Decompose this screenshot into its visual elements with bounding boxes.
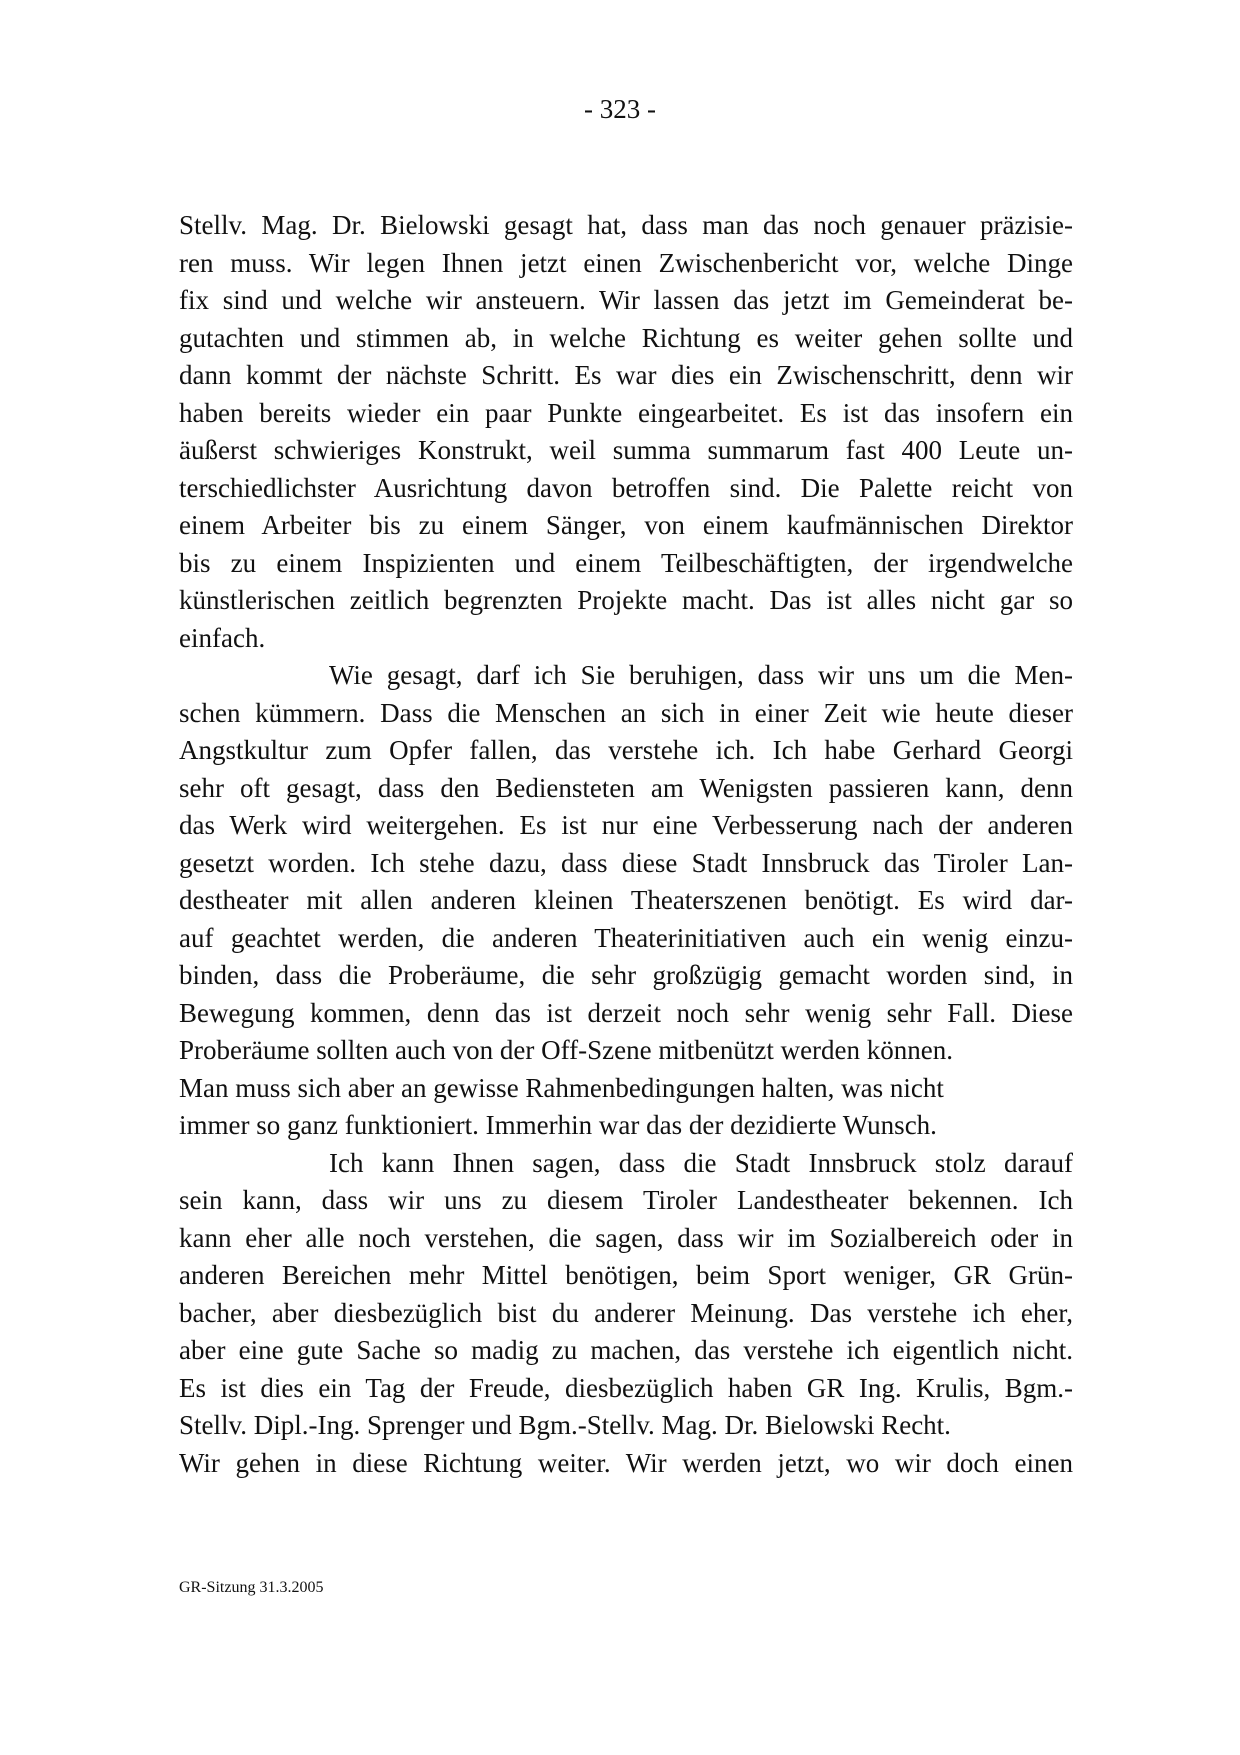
text-line: terschiedlichster Ausrichtung davon betroffen sind. Die Palette reicht von [179,472,1073,503]
body-text [179,207,1073,1482]
text-line: immer so ganz funktioniert. Immerhin war das der dezidierte Wunsch. [179,1110,937,1140]
text-line: sein kann, dass wir uns zu diesem Tiroler Landestheater bekennen. Ich [179,1185,1073,1215]
text-line: anderen Bereichen mehr Mittel benötigen, beim Sport weniger, GR Grün- [179,1260,1073,1290]
page-number: - 323 - [584,94,656,124]
text-line: Stellv. Mag. Dr. Bielowski gesagt hat, dass man das noch genauer präzisie- [179,210,1073,240]
text-line: aber eine gute Sache so madig zu machen, das verstehe ich eigentlich nicht. [179,1335,1073,1365]
text-line: sehr oft gesagt, dass den Bediensteten am Wenigsten passieren kann, denn [179,772,1073,803]
text-line: schen kümmern. Dass die Menschen an sich in einer Zeit wie heute dieser [179,697,1073,728]
text-line: Es ist dies ein Tag der Freude, diesbezüglich haben GR Ing. Krulis, Bgm.- [179,1372,1073,1403]
text-line: Wir gehen in diese Richtung weiter. Wir werden jetzt, wo wir doch einen [179,1447,1073,1478]
footer-session-date: GR-Sitzung 31.3.2005 [179,1579,324,1596]
text-line: Man muss sich aber an gewisse Rahmenbedingungen halten, was nicht [179,1072,944,1103]
text-line: bacher, aber diesbezüglich bist du anderer Meinung. Das verstehe ich eher, [179,1297,1073,1328]
text-line: Ich kann Ihnen sagen, dass die Stadt Innsbruck stolz darauf [329,1147,1073,1178]
text-line: Angstkultur zum Opfer fallen, das verstehe ich. Ich habe Gerhard Georgi [179,735,1073,765]
text-line: ren muss. Wir legen Ihnen jetzt einen Zwischenbericht vor, welche Dinge [179,247,1073,278]
text-line: bis zu einem Inspizienten und einem Teilbeschäftigten, der irgendwelche [179,547,1073,578]
text-line: Wie gesagt, darf ich Sie beruhigen, dass wir uns um die Men- [329,660,1073,690]
text-line: auf geachtet werden, die anderen Theaterinitiativen auch ein wenig einzu- [179,922,1073,953]
text-line: kann eher alle noch verstehen, die sagen, dass wir im Sozialbereich oder in [179,1222,1073,1253]
text-line: dann kommt der nächste Schritt. Es war dies ein Zwischenschritt, denn wir [179,360,1073,390]
text-line: binden, dass die Proberäume, die sehr großzügig gemacht worden sind, in [179,960,1073,990]
text-line: einfach. [179,622,266,653]
text-line: künstlerischen zeitlich begrenzten Projekte macht. Das ist alles nicht gar so [179,585,1073,615]
text-line: fix sind und welche wir ansteuern. Wir lassen das jetzt im Gemeinderat be- [179,285,1073,315]
text-line: gesetzt worden. Ich stehe dazu, dass diese Stadt Innsbruck das Tiroler Lan- [179,847,1073,878]
text-line: einem Arbeiter bis zu einem Sänger, von einem kaufmännischen Direktor [179,510,1073,540]
text-line: destheater mit allen anderen kleinen Theaterszenen benötigt. Es wird dar- [179,885,1073,915]
text-line: das Werk wird weitergehen. Es ist nur eine Verbesserung nach der anderen [179,810,1073,840]
text-line: Stellv. Dipl.-Ing. Sprenger und Bgm.-Stellv. Mag. Dr. Bielowski Recht. [179,1410,951,1440]
text-line: haben bereits wieder ein paar Punkte eingearbeitet. Es ist das insofern ein [179,397,1073,428]
text-line: äußerst schwieriges Konstrukt, weil summa summarum fast 400 Leute un- [179,435,1073,465]
text-line: Proberäume sollten auch von der Off-Szene mitbenützt werden können. [179,1035,954,1065]
text-line: Bewegung kommen, denn das ist derzeit noch sehr wenig sehr Fall. Diese [179,997,1073,1028]
text-line: gutachten und stimmen ab, in welche Richtung es weiter gehen sollte und [179,322,1073,353]
